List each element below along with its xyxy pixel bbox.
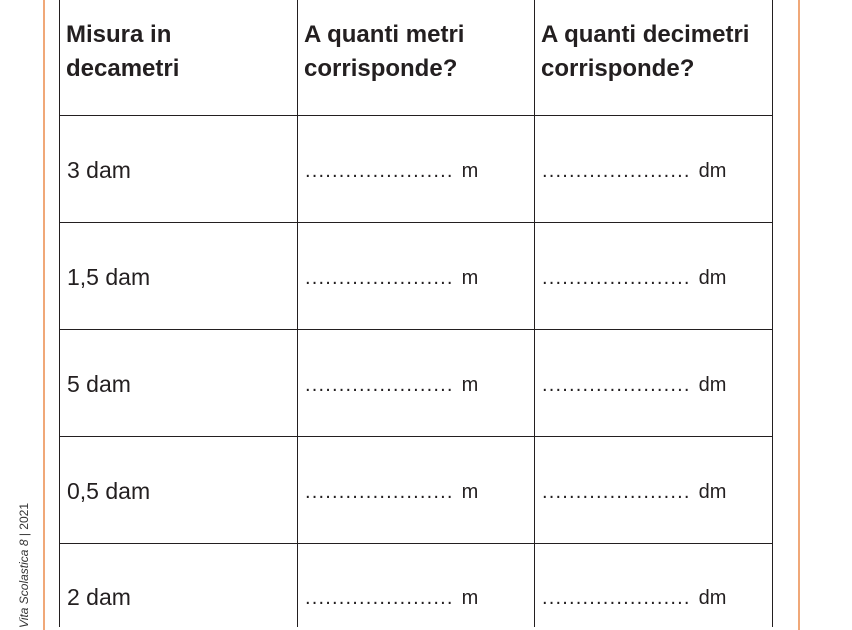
header-meters: A quanti metri corrisponde? <box>304 21 465 82</box>
decimeters-answer-field[interactable] <box>535 544 772 610</box>
answer-blank: ...................... <box>542 160 691 182</box>
page-margin-left <box>43 0 45 630</box>
meters-answer-field[interactable] <box>298 223 534 290</box>
unit-m: m <box>461 267 479 289</box>
page-margin-right <box>798 0 800 630</box>
answer-blank: ...................... <box>542 267 691 289</box>
unit-m: m <box>461 374 479 396</box>
answer-blank: ...................... <box>305 267 454 289</box>
measure-value: 5 dam <box>67 371 131 397</box>
meters-answer-field[interactable] <box>298 330 534 397</box>
credit-year: 2021 <box>17 502 31 530</box>
header-row <box>60 0 773 116</box>
table-row <box>60 437 773 544</box>
credit-separator: | <box>17 533 31 537</box>
decimeters-answer-field[interactable] <box>535 223 772 290</box>
meters-answer-field[interactable] <box>298 544 534 610</box>
unit-dm: dm <box>698 267 727 289</box>
table-row <box>60 544 773 628</box>
credit-title: Vita Scolastica 8 <box>17 539 31 628</box>
meters-answer-field[interactable] <box>298 437 534 504</box>
unit-m: m <box>461 160 479 182</box>
answer-blank: ...................... <box>542 481 691 503</box>
unit-dm: dm <box>698 374 727 396</box>
table-row <box>60 116 773 223</box>
answer-blank: ...................... <box>305 160 454 182</box>
answer-blank: ...................... <box>305 587 454 609</box>
measure-value: 2 dam <box>67 584 131 610</box>
answer-blank: ...................... <box>542 587 691 609</box>
decimeters-answer-field[interactable] <box>535 116 772 183</box>
unit-dm: dm <box>698 587 727 609</box>
unit-m: m <box>461 481 479 503</box>
header-cell-decimeters <box>535 0 773 116</box>
measure-value: 1,5 dam <box>67 264 151 290</box>
measure-value: 0,5 dam <box>67 478 151 504</box>
header-cell-measure <box>60 0 298 116</box>
header-cell-meters <box>298 0 535 116</box>
header-measure: Misura in decametri <box>66 21 180 82</box>
answer-blank: ...................... <box>305 374 454 396</box>
conversion-table <box>59 0 773 627</box>
answer-blank: ...................... <box>305 481 454 503</box>
unit-m: m <box>461 587 479 609</box>
measure-value: 3 dam <box>67 157 131 183</box>
answer-blank: ...................... <box>542 374 691 396</box>
unit-dm: dm <box>698 160 727 182</box>
header-decimeters: A quanti decimetri corrisponde? <box>541 21 750 82</box>
side-credit <box>17 503 31 628</box>
decimeters-answer-field[interactable] <box>535 437 772 504</box>
meters-answer-field[interactable] <box>298 116 534 183</box>
unit-dm: dm <box>698 481 727 503</box>
decimeters-answer-field[interactable] <box>535 330 772 397</box>
table-row <box>60 330 773 437</box>
table-row <box>60 223 773 330</box>
